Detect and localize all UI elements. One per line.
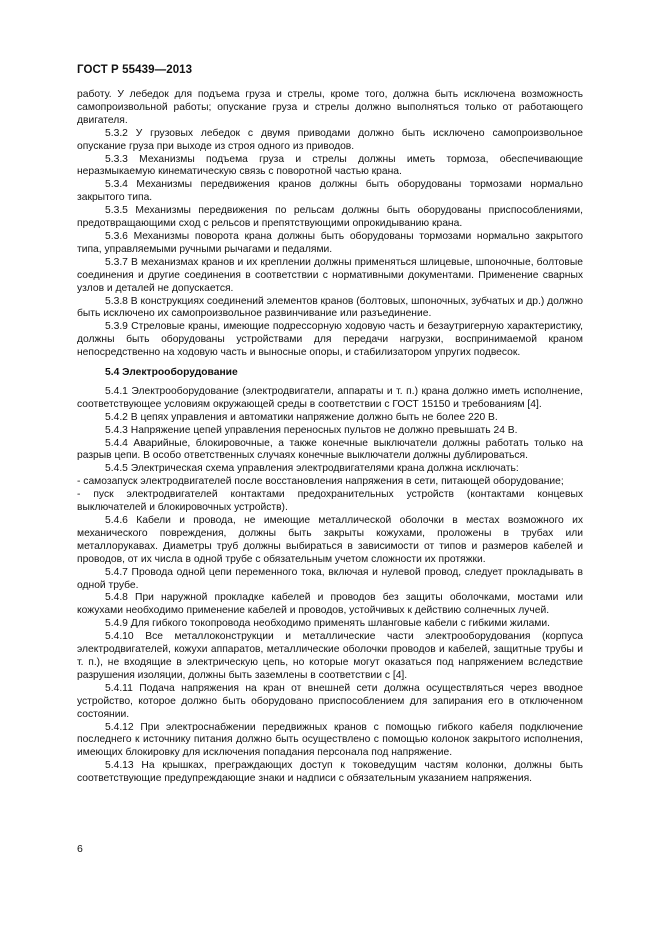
paragraph: 5.3.3 Механизмы подъема груза и стрелы должны иметь тормоза, обеспечивающие неразмыкаемую кинематическую связь с поворотной частью крана.	[77, 153, 583, 178]
document-body	[77, 89, 583, 786]
document-header: ГОСТ Р 55439—2013	[77, 64, 193, 76]
page-number: 6	[77, 843, 83, 855]
paragraph: 5.3.5 Механизмы передвижения по рельсам должны быть оборудованы приспособлениями, предотвращающими сход с рельсов и препятствующими опрокидыванию крана.	[77, 205, 583, 230]
paragraph: 5.3.6 Механизмы поворота крана должны быть оборудованы тормозами нормально закрытого типа, управляемыми ручными рычагами и педалями.	[77, 230, 583, 255]
paragraph: 5.4.9 Для гибкого токопровода необходимо применять шланговые кабели с гибкими жилами.	[105, 618, 550, 630]
paragraph: 5.4.6 Кабели и провода, не имеющие металлической оболочки в местах возможного их механического повреждения, должны быть закрыты кожухами, проложены в трубах или металлорукавах. Диаметры труб должны выбираться в зависимости от типов и размеров кабелей и проводов, от их числа в одной трубе с обязательным учетом сложности их протяжки.	[77, 515, 583, 565]
paragraph: 5.4.1 Электрооборудование (электродвигатели, аппараты и т. п.) крана должно иметь исполнение, соответствующее условиям окружающей среды в соответствии с ГОСТ 15150 и требованиям [4].	[77, 385, 583, 410]
paragraph: 5.3.7 В механизмах кранов и их креплении должны применяться шлицевые, шпоночные, болтовые соединения и другие соединения в соответствии с нормативными документами. Применение сварных узлов и деталей не допускается.	[77, 256, 583, 294]
paragraph: 5.3.4 Механизмы передвижения кранов должны быть оборудованы тормозами нормально закрытого типа.	[77, 179, 583, 204]
paragraph: 5.4.12 При электроснабжении передвижных кранов с помощью гибкого кабеля подключение последнего к источнику питания должно быть осуществлено с помощью колонок закрытого исполнения, имеющих блокировку для исключения попадания персонала под напряжение.	[77, 721, 583, 759]
paragraph: 5.4.10 Все металлоконструкции и металлические части электрооборудования (корпуса электродвигателей, кожухи аппаратов, металлические оболочки проводов и кабелей, защитные трубы и т. п.), не входящие в электрическую цепь, но которые могут оказаться под напряжением вследствие разрушения изоляции, должны быть заземлены в соответствии с [4].	[77, 631, 583, 681]
list-item: - пуск электродвигателей контактами предохранительных устройств (контактами концевых выключателей и блокировочных устройств).	[77, 489, 583, 514]
list-item: - самозапуск электродвигателей после восстановления напряжения в сети, питающей оборудование;	[77, 476, 564, 488]
paragraph: 5.3.8 В конструкциях соединений элементов кранов (болтовых, шпоночных, зубчатых и др.) должно быть исключено их самопроизвольное развинчивание или разъединение.	[77, 295, 583, 320]
paragraph: 5.4.4 Аварийные, блокировочные, а также конечные выключатели должны работать только на разрыв цепи. В особо ответственных случаях конечные выключатели должны дублироваться.	[77, 437, 583, 462]
section-heading: 5.4 Электрооборудование	[105, 367, 238, 379]
paragraph: 5.3.2 У грузовых лебедок с двумя приводами должно быть исключено самопроизвольное опускание груза при выходе из строя одного из приводов.	[77, 127, 583, 152]
paragraph: 5.4.13 На крышках, преграждающих доступ к токоведущим частям колонки, должны быть соответствующие предупреждающие знаки и надписи с обязательным указанием напряжения.	[77, 760, 583, 785]
paragraph: 5.4.7 Провода одной цепи переменного тока, включая и нулевой провод, следует прокладывать в одной трубе.	[77, 566, 583, 591]
paragraph: 5.4.8 При наружной прокладке кабелей и проводов без защиты оболочками, мостами или кожухами необходимо применение кабелей и проводов, устойчивых к действию солнечных лучей.	[77, 592, 583, 617]
paragraph: 5.4.11 Подача напряжения на кран от внешней сети должна осуществляться через вводное устройство, которое должно быть оборудовано приспособлением для запирания его в отключенном состоянии.	[77, 682, 583, 720]
paragraph: 5.4.3 Напряжение цепей управления переносных пультов не должно превышать 24 В.	[105, 424, 518, 436]
paragraph: 5.3.9 Стреловые краны, имеющие подрессорную ходовую часть и безаутригерную характеристику, должны быть оборудованы устройствами для передачи нагрузки, воспринимаемой краном непосредственно на ходовую часть и выносные опоры, и стабилизатором упругих подвесок.	[77, 321, 583, 359]
paragraph: работу. У лебедок для подъема груза и стрелы, кроме того, должна быть исключена возможность самопроизвольной работы; опускание груза и стрелы должно выполняться только от работающего двигателя.	[77, 89, 583, 126]
paragraph: 5.4.2 В цепях управления и автоматики напряжение должно быть не более 220 В.	[105, 411, 498, 423]
paragraph: 5.4.5 Электрическая схема управления электродвигателями крана должна исключать:	[105, 463, 519, 475]
